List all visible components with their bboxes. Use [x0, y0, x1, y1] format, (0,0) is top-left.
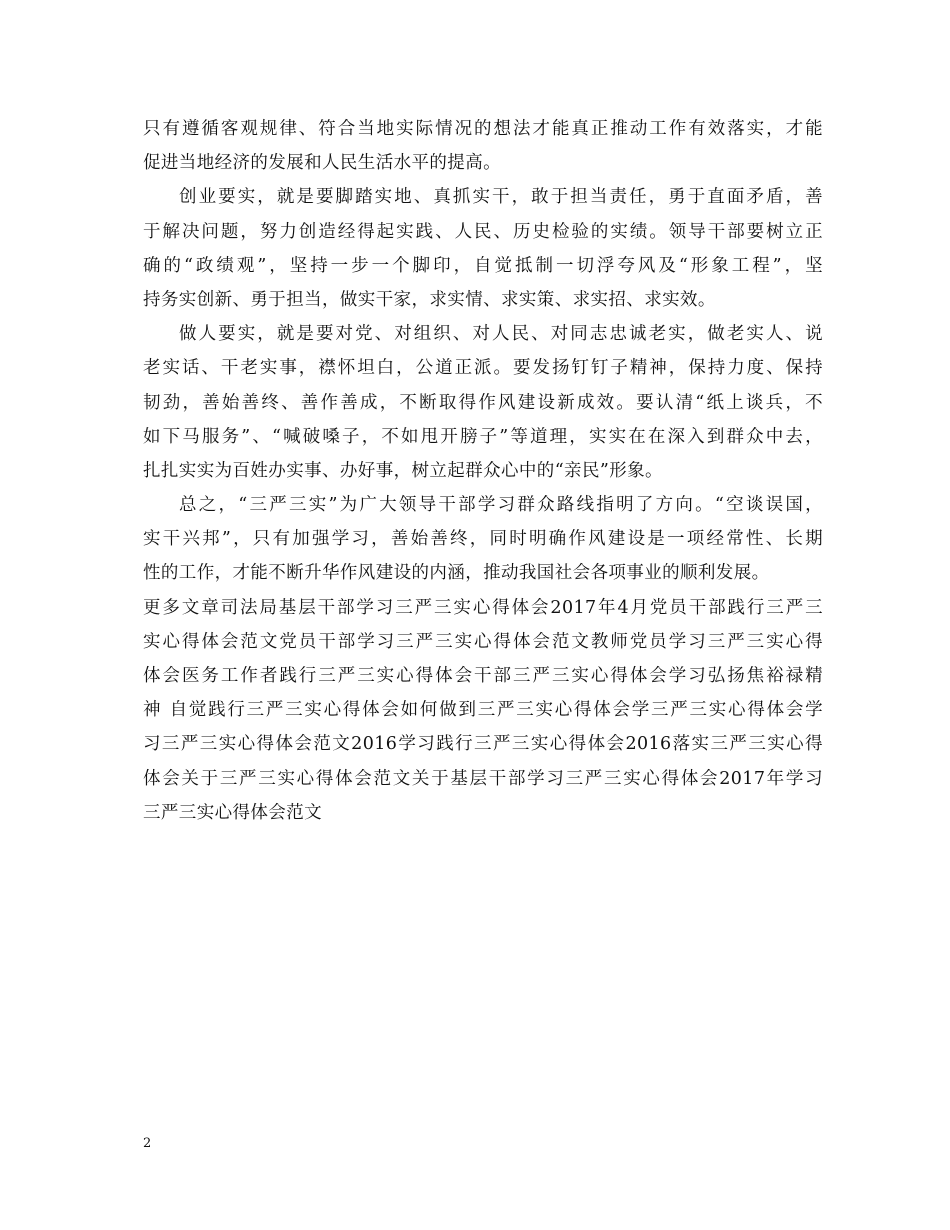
paragraph-line: 如下马服务”、“喊破嗓子，不如甩开膀子”等道理，实实在在深入到群众中去， — [143, 426, 823, 447]
related-articles-line: 神 自觉践行三严三实心得体会如何做到三严三实心得体会学三严三实心得体会学 — [143, 700, 823, 721]
paragraph-line: 老实话、干老实事，襟怀坦白，公道正派。要发扬钉钉子精神，保持力度、保持 — [143, 358, 823, 379]
paragraph-line: 实干兴邦”，只有加强学习，善始善终，同时明确作风建设是一项经常性、长期 — [143, 529, 823, 550]
paragraph-line: 性的工作，才能不断升华作风建设的内涵，推动我国社会各项事业的顺利发展。 — [143, 563, 770, 584]
related-articles-line: 三严三实心得体会范文 — [143, 802, 322, 823]
paragraph-line: 只有遵循客观规律、符合当地实际情况的想法才能真正推动工作有效落实，才能 — [143, 119, 823, 139]
paragraph-line: 创业要实，就是要脚踏实地、真抓实干，敢于担当责任，勇于直面矛盾，善 — [179, 187, 823, 208]
document-body — [143, 112, 823, 830]
paragraph-line: 做人要实，就是要对党、对组织、对人民、对同志忠诚老实，做老实人、说 — [179, 324, 823, 345]
related-articles-line: 体会关于三严三实心得体会范文关于基层干部学习三严三实心得体会2017年学习 — [143, 768, 823, 789]
page-number: 2 — [143, 1136, 152, 1151]
paragraph-line: 促进当地经济的发展和人民生活水平的提高。 — [143, 153, 501, 174]
paragraph-line: 扎扎实实为百姓办实事、办好事，树立起群众心中的“亲民”形象。 — [143, 460, 663, 481]
paragraph-line: 韧劲，善始善终、善作善成，不断取得作风建设新成效。要认清“纸上谈兵，不 — [143, 392, 823, 413]
paragraph-line: 总之，“三严三实”为广大领导干部学习群众路线指明了方向。“空谈误国， — [179, 495, 823, 516]
related-articles-line: 更多文章司法局基层干部学习三严三实心得体会2017年4月党员干部践行三严三 — [143, 597, 823, 618]
paragraph-line: 于解决问题，努力创造经得起实践、人民、历史检验的实绩。领导干部要树立正 — [143, 221, 823, 242]
related-articles-line: 实心得体会范文党员干部学习三严三实心得体会范文教师党员学习三严三实心得 — [143, 631, 823, 652]
paragraph-line: 持务实创新、勇于担当，做实干家，求实情、求实策、求实招、求实效。 — [143, 289, 716, 310]
related-articles-line: 体会医务工作者践行三严三实心得体会干部三严三实心得体会学习弘扬焦裕禄精 — [143, 666, 823, 686]
related-articles-line: 习三严三实心得体会范文2016学习践行三严三实心得体会2016落实三严三实心得 — [143, 734, 823, 755]
paragraph-line: 确的“政绩观”，坚持一步一个脚印，自觉抵制一切浮夸风及“形象工程”，坚 — [143, 255, 823, 276]
